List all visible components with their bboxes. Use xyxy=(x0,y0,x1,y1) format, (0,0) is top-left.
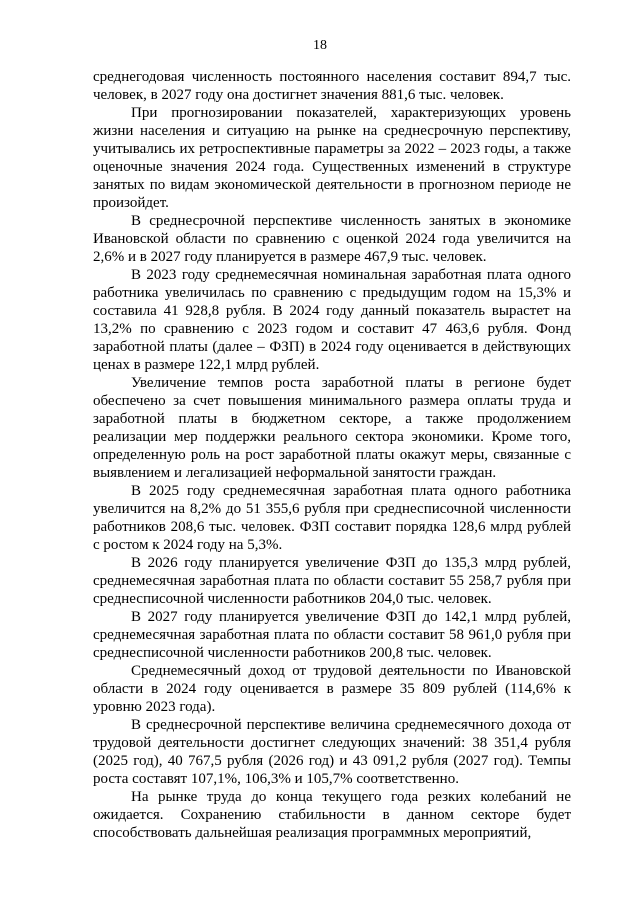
paragraph-forecasting-parameters: При прогнозировании показателей, характеризующих уровень жизни населения и ситуацию на рынке на среднесрочную перспективу, учитывались их ретроспективные параметры за 2022 – 2023 годы, а также оценочные значения 2024 года. Существенных изменений в структуре занятых по видам экономической деятельности в прогнозном периоде не произойдет. xyxy=(93,105,571,211)
document-body xyxy=(93,68,571,842)
paragraph-wages-2025: В 2025 году среднемесячная заработная плата одного работника увеличится на 8,2% до 51 355,6 рубля при среднесписочной численности работников 208,6 тыс. человек. ФЗП составит порядка 128,6 млрд рублей с ростом к 2024 году на 5,3%. xyxy=(93,483,571,553)
paragraph-labor-market: На рынке труда до конца текущего года резких колебаний не ожидается. Сохранению стабильности в данном секторе будет способствовать дальнейшая реализация программных мероприятий, xyxy=(93,789,571,841)
paragraph-wages-2023-2024: В 2023 году среднемесячная номинальная заработная плата одного работника увеличилась по сравнению с предыдущим годом на 15,3% и составила 41 928,8 рубля. В 2024 году данный показатель вырастет на 13,2% по сравнению с 2023 годом и составит 47 463,6 рубля. Фонд заработной платы (далее – ФЗП) в 2024 году оценивается в действующих ценах в размере 122,1 млрд рублей. xyxy=(93,267,571,373)
paragraph-employment: В среднесрочной перспективе численность занятых в экономике Ивановской области по сравнению с оценкой 2024 года увеличится на 2,6% и в 2027 году планируется в размере 467,9 тыс. человек. xyxy=(93,213,571,265)
paragraph-income-forecast: В среднесрочной перспективе величина среднемесячного дохода от трудовой деятельности достигнет следующих значений: 38 351,4 рубля (2025 год), 40 767,5 рубля (2026 год) и 43 091,2 рубля (2027 год). Темпы роста составят 107,1%, 106,3% и 105,7% соответственно. xyxy=(93,717,571,787)
paragraph-continuation: среднегодовая численность постоянного населения составит 894,7 тыс. человек, в 2027 году она достигнет значения 881,6 тыс. человек. xyxy=(93,69,571,103)
paragraph-wages-2026: В 2026 году планируется увеличение ФЗП до 135,3 млрд рублей, среднемесячная заработная плата по области составит 55 258,7 рубля при среднесписочной численности работников 204,0 тыс. человек. xyxy=(93,555,571,607)
paragraph-income-2024: Среднемесячный доход от трудовой деятельности по Ивановской области в 2024 году оценивается в размере 35 809 рублей (114,6% к уровню 2023 года). xyxy=(93,663,571,715)
page-number: 18 xyxy=(313,38,327,53)
paragraph-wages-2027: В 2027 году планируется увеличение ФЗП до 142,1 млрд рублей, среднемесячная заработная плата по области составит 58 961,0 рубля при среднесписочной численности работников 200,8 тыс. человек. xyxy=(93,609,571,661)
paragraph-wage-growth-drivers: Увеличение темпов роста заработной платы в регионе будет обеспечено за счет повышения минимального размера оплаты труда и заработной платы в бюджетном секторе, а также продолжением реализации мер поддержки реального сектора экономики. Кроме того, определенную роль на рост заработной платы окажут меры, связанные с выявлением и легализацией неформальной занятости граждан. xyxy=(93,375,571,481)
